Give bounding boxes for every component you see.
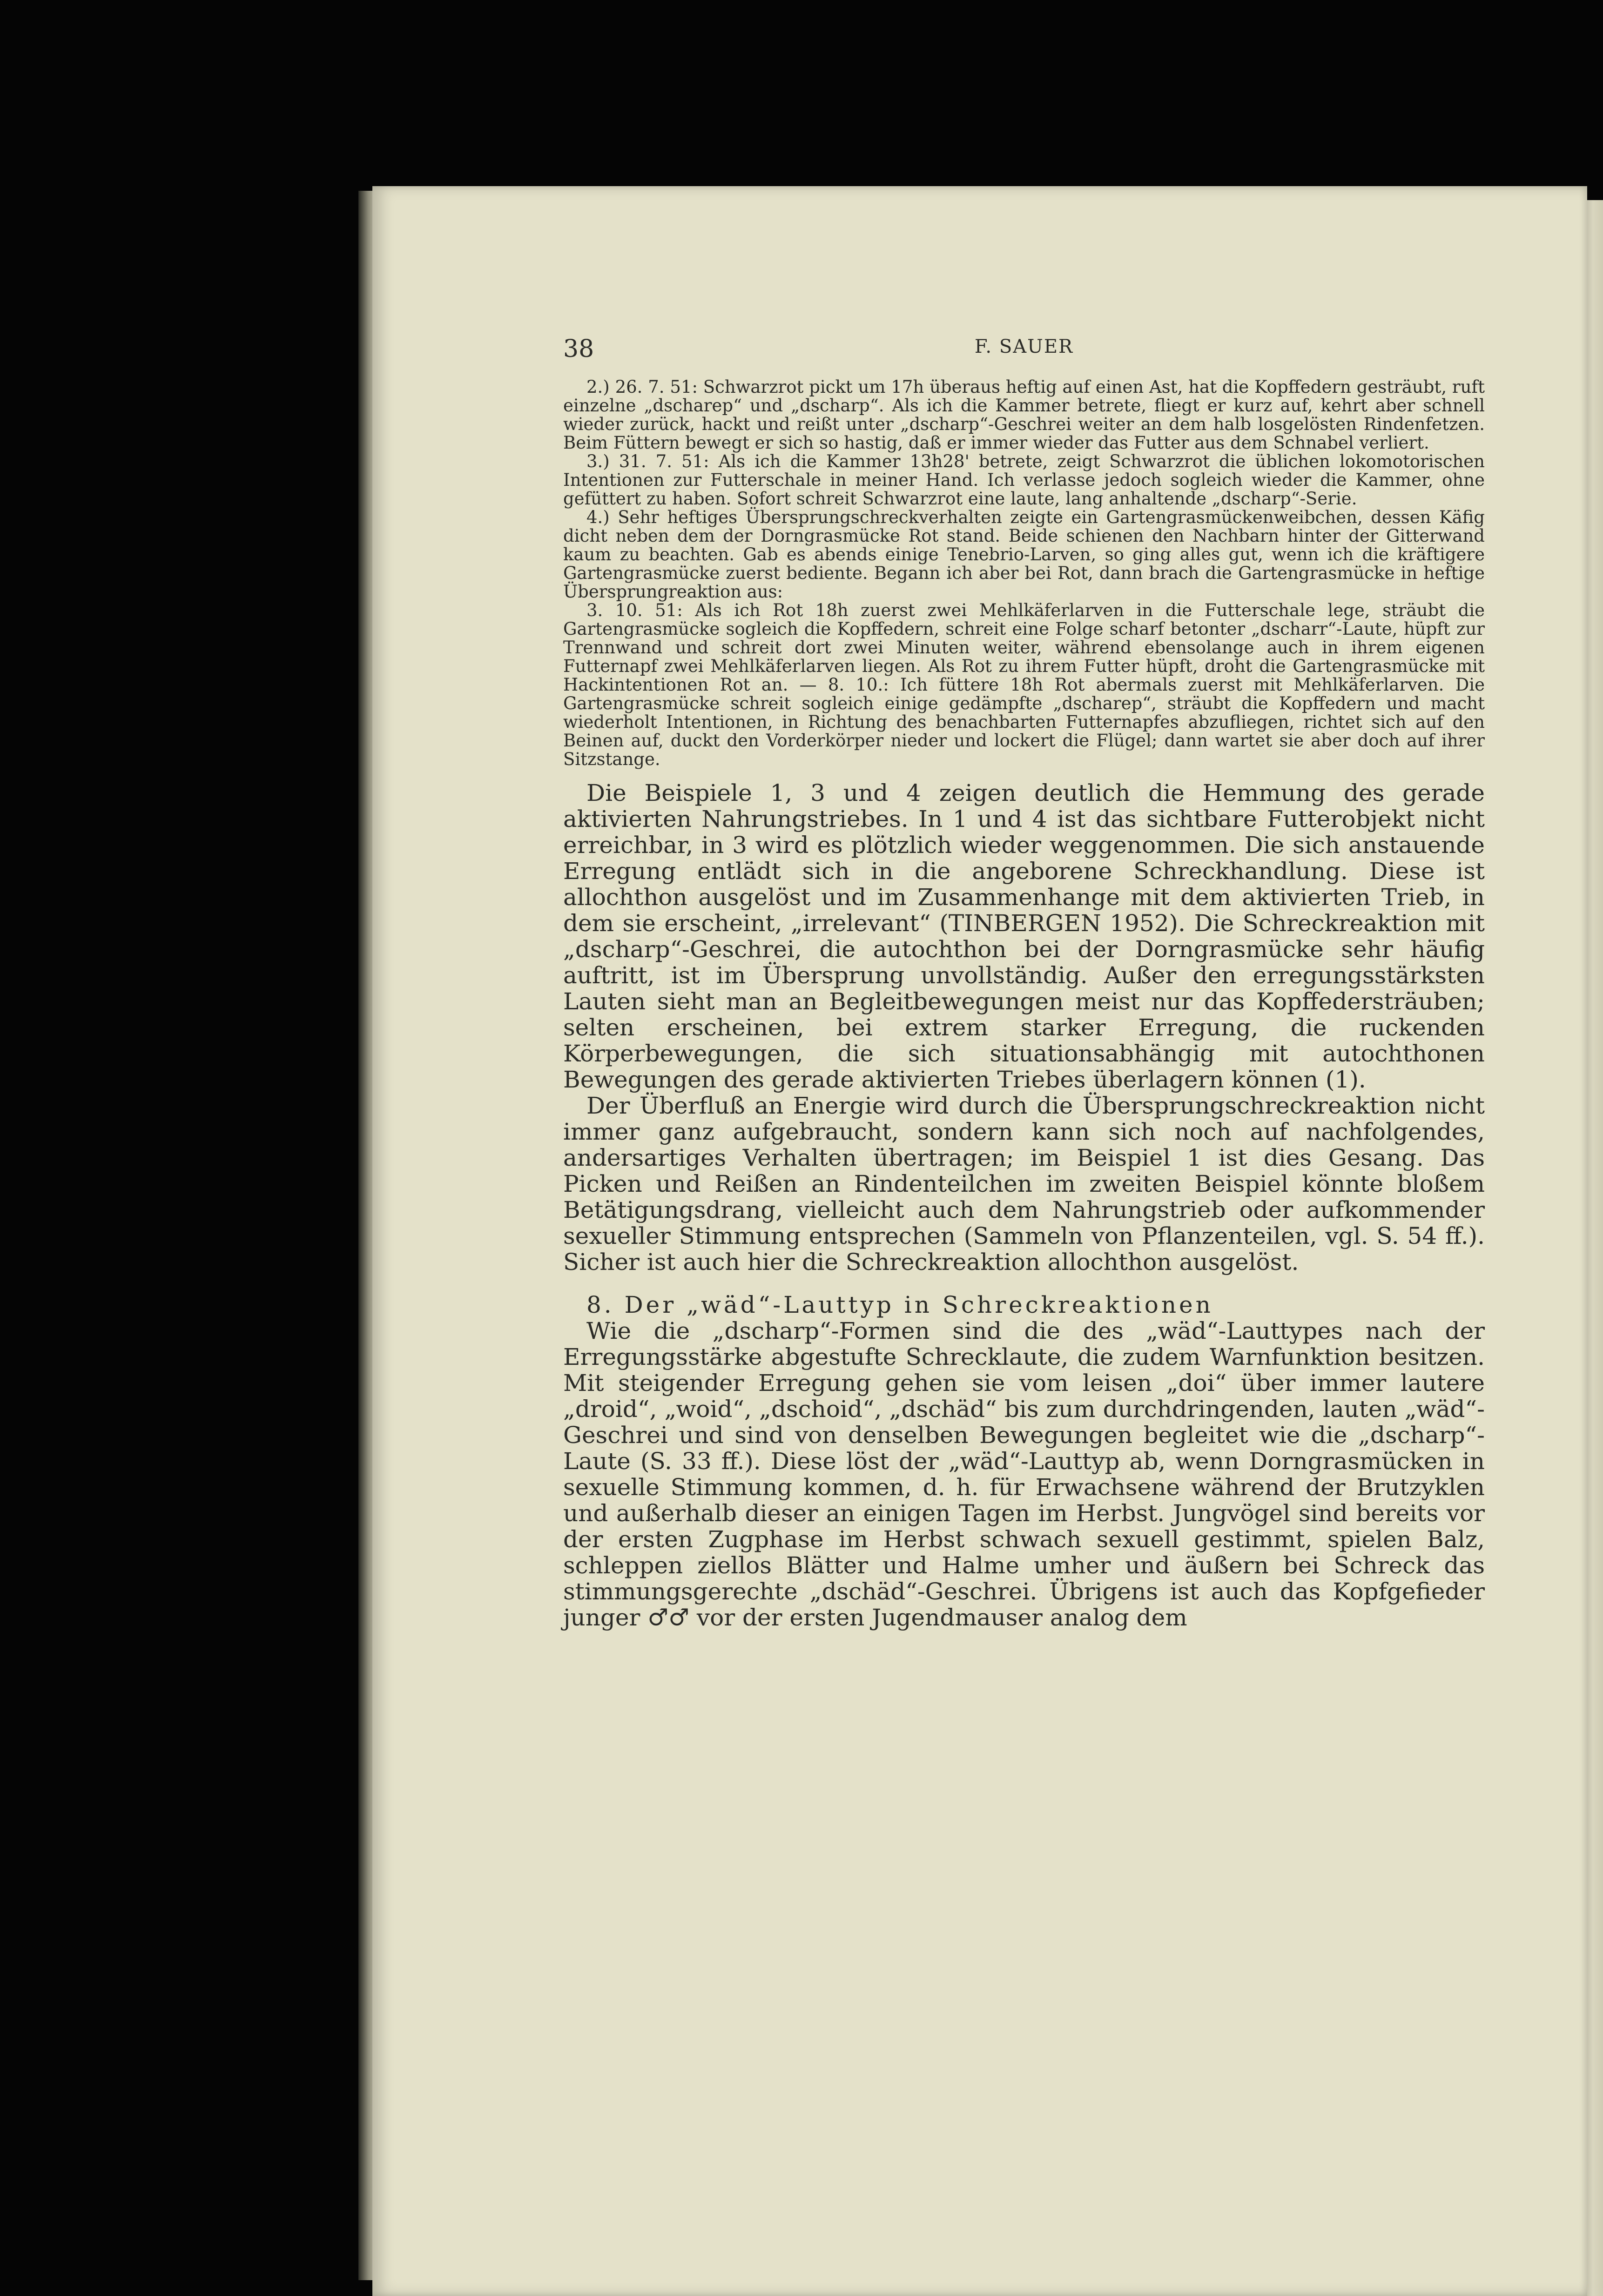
page-body bbox=[563, 378, 1485, 1631]
section-heading: 8. Der „wäd“-Lauttyp in Schreckreaktionen bbox=[586, 1291, 1213, 1318]
example-paragraph-3: 3.) 31. 7. 51: Als ich die Kammer 13h28' betrete, zeigt Schwarzrot die üblichen lokomotorischen Intentionen zur Futterschale in meiner Hand. Ich verlasse jedoch sogleich wieder die Kammer, ohne gefüttert zu haben. Sofort schreit Schwarzrot eine laute, lang anhaltende „dscharp“-Serie. bbox=[563, 451, 1485, 509]
example-paragraph-2: 2.) 26. 7. 51: Schwarzrot pickt um 17h überaus heftig auf einen Ast, hat die Kopffedern gesträubt, ruft einzelne „dscharep“ und „dscharp“. Als ich die Kammer betrete, fliegt er kurz auf, kehrt aber schnell wieder zurück, hackt und reißt unter „dscharp“-Geschrei weiter an dem halb losgelösten Rindenfetzen. Beim Füttern bewegt er sich so hastig, daß er immer wieder das Futter aus dem Schnabel verliert. bbox=[563, 377, 1485, 453]
example-paragraph-4-entry: 3. 10. 51: Als ich Rot 18h zuerst zwei Mehlkäferlarven in die Futterschale lege, sträubt die Gartengrasmücke sogleich die Kopffedern, schreit eine Folge scharf betonter „dscharr“-Laute, hüpft zur Trennwand und schreit dort zwei Minuten weiter, während ebensolange auch in ihrem eigenen Futternapf zwei Mehlkäferlarven liegen. Als Rot zu ihrem Futter hüpft, droht die Gartengrasmücke mit Hackintentionen Rot an. — 8. 10.: Ich füttere 18h Rot abermals zuerst mit Mehlkäferlarven. Die Gartengrasmücke schreit sogleich einige gedämpfte „dscharep“, sträubt die Kopffedern und macht wiederholt Intentionen, in Richtung des benachbarten Futternapfes abzufliegen, richtet sich auf den Beinen auf, duckt den Vorderkörper nieder und lockert die Flügel; dann wartet sie aber doch auf ihrer Sitzstange. bbox=[563, 600, 1485, 769]
running-head: F. SAUER bbox=[974, 336, 1074, 357]
page-header bbox=[563, 335, 1485, 368]
section-paragraph: Wie die „dscharp“-Formen sind die des „wäd“-Lauttypes nach der Erregungsstärke abgestufte Schrecklaute, die zudem Warnfunktion besitzen. Mit steigender Erregung gehen sie vom leisen „doi“ über immer lautere „droid“, „woid“, „dschoid“, „dschäd“ bis zum durchdringenden, lauten „wäd“-Geschrei und sind von denselben Bewegungen begleitet wie die „dscharp“-Laute (S. 33 ff.). Diese löst der „wäd“-Lauttyp ab, wenn Dorngrasmücken in sexuelle Stimmung kommen, d. h. für Erwachsene während der Brutzyklen und außerhalb dieser an einigen Tagen im Herbst. Jungvögel sind bereits vor der ersten Zugphase im Herbst schwach sexuell gestimmt, spielen Balz, schleppen ziellos Blätter und Halme umher und äußern bei Schreck das stimmungsgerechte „dschäd“-Geschrei. Übrigens ist auch das Kopfgefieder junger ♂♂ vor der ersten Jugendmauser analog dem bbox=[563, 1317, 1485, 1631]
body-paragraph-2: Der Überfluß an Energie wird durch die Übersprungschreckreaktion nicht immer ganz aufgebraucht, sondern kann sich noch auf nachfolgendes, andersartiges Verhalten übertragen; im Beispiel 1 ist dies Gesang. Das Picken und Reißen an Rindenteilchen im zweiten Beispiel könnte bloßem Betätigungsdrang, vielleicht auch dem Nahrungstrieb oder aufkommender sexueller Stimmung entsprechen (Sammeln von Pflanzenteilen, vgl. S. 54 ff.). Sicher ist auch hier die Schreckreaktion allochthon ausgelöst. bbox=[563, 1092, 1485, 1276]
example-paragraph-4: 4.) Sehr heftiges Übersprungschreckverhalten zeigte ein Gartengrasmückenweibchen, dessen Käfig dicht neben dem der Dorngrasmücke Rot stand. Beide schienen den Nachbarn hinter der Gitterwand kaum zu beachten. Gab es abends einige Tenebrio-Larven, so ging alles gut, wenn ich die kräftigere Gartengrasmücke zuerst bediente. Begann ich aber bei Rot, dann brach die Gartengrasmücke in heftige Übersprungreaktion aus: bbox=[563, 507, 1485, 602]
body-paragraph-1: Die Beispiele 1, 3 und 4 zeigen deutlich die Hemmung des gerade aktivierten Nahrungstriebes. In 1 und 4 ist das sichtbare Futterobjekt nicht erreichbar, in 3 wird es plötzlich wieder weggenommen. Die sich anstauende Erregung entlädt sich in die angeborene Schreckhandlung. Diese ist allochthon ausgelöst und im Zusammenhange mit dem aktivierten Trieb, in dem sie erscheint, „irrelevant“ (TINBERGEN 1952). Die Schreckreaktion mit „dscharp“-Geschrei, die autochthon bei der Dorngrasmücke sehr häufig auftritt, ist im Übersprung unvollständig. Außer den erregungsstärksten Lauten sieht man an Begleitbewegungen meist nur das Kopffedersträuben; selten erscheinen, bei extrem starker Erregung, die ruckenden Körperbewegungen, die sich situationsabhängig mit autochthonen Bewegungen des gerade aktivierten Triebes überlagern können (1). bbox=[563, 779, 1485, 1093]
page-number: 38 bbox=[563, 335, 594, 363]
